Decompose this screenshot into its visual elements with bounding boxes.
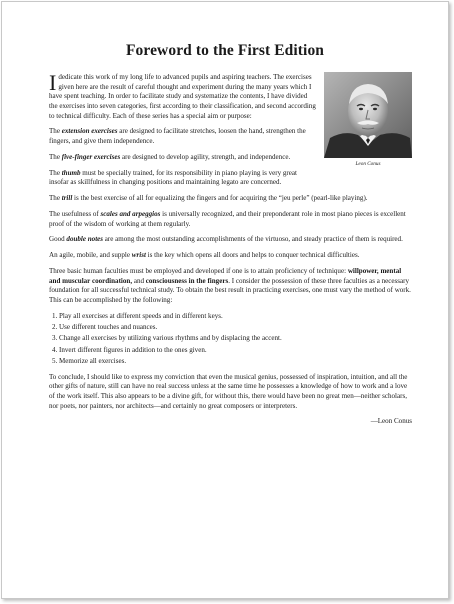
category-post: are designed to facilitate stretches, loosen the hand, strengthen the fingers, and give them independence. [49, 127, 306, 146]
category-term: five-finger exercises [61, 152, 121, 161]
category-term: thumb [61, 168, 81, 177]
category-pre: The [49, 127, 62, 136]
page-title: Foreword to the First Edition [125, 42, 325, 59]
category-post: is the best exercise of all for equalizing the fingers and for acquiring the “jeu perle” (pearl-like playing). [72, 194, 368, 203]
category-term: extension exercises [61, 127, 118, 136]
category-post: are designed to develop agility, strength, and independence. [120, 152, 291, 161]
category-thumb [49, 169, 412, 188]
category-double-notes [49, 235, 412, 245]
category-scales [49, 210, 412, 229]
category-pre: An agile, mobile, and supple [49, 251, 132, 260]
faculties-mid: and [132, 276, 146, 285]
category-post: is universally recognized, and their preponderant role in most piano pieces is excellent proof of the wisdom of working at them regularly. [49, 209, 406, 228]
drop-cap: I [49, 70, 57, 95]
portrait-photo [324, 72, 412, 158]
conclusion-paragraph: To conclude, I should like to express my conviction that even the musical genius, possessed of inspiration, intuition, and all the other gifts of nature, still can have no real success unless at the same time he possesses a knowledge of how to work and a love of the work itself. This also appears to be a divine gift, for without this, there would have been no great men—neither scholars, nor poets, nor painters, nor architects—and certainly no great composers or interpreters. [49, 372, 408, 410]
category-term: scales and arpeggios [100, 209, 161, 218]
category-pre: The [49, 168, 62, 177]
category-term: double notes [66, 235, 104, 244]
portrait-caption: Leon Conus [355, 161, 381, 167]
faculties-paragraph [49, 267, 412, 306]
portrait-figure [324, 72, 412, 168]
list-item: 4. Invert different figures in addition to the ones given. [59, 346, 412, 356]
category-post: are among the most outstanding accomplishments of the virtuoso, and steady practice of them is required. [103, 235, 403, 244]
category-term: wrist [131, 251, 146, 260]
list-item: 2. Use different touches and nuances. [59, 323, 412, 333]
category-post: must be specially trained, for its responsibility in piano playing is very great insofar as skillfulness in changing positions and maintaining legato are concerned. [49, 168, 297, 187]
intro-text: dedicate this work of my long life to advanced pupils and aspiring teachers. The exercises given here are the result of careful thought and experiment during the many years which I have spent teaching. In order to facilitate study and systematize the contents, I have divided the exercises into seven categories, first according to their classification, and second according to technical difficulty. Each of these series has a special aim or purpose: [49, 73, 316, 120]
signature: —Leon Conus [370, 417, 412, 426]
faculties-bold-1: willpower, mental and muscular coordination, [49, 267, 402, 285]
list-item: 5. Memorize all exercises. [59, 357, 412, 367]
faculties-bold-2: consciousness in the fingers [145, 276, 229, 285]
list-item: 1. Play all exercises at different speeds and in different keys. [59, 312, 412, 322]
category-wrist [49, 251, 412, 261]
category-pre: The usefulness of [49, 209, 101, 218]
document-page [1, 1, 449, 599]
category-pre: The [49, 194, 62, 203]
methods-list [49, 312, 412, 367]
category-pre: The [49, 152, 62, 161]
faculties-pre: Three basic human faculties must be employed and developed if one is to attain proficiency of technique: [49, 267, 348, 276]
category-term: trill [61, 194, 73, 203]
faculties-post: . I consider the possession of these three faculties as a necessary foundation for all successful technical study. To obtain the best result in practicing exercises, one must vary the method of work. This can be accomplished by the following: [49, 276, 411, 305]
category-trill [49, 194, 412, 204]
foreword-body [49, 70, 412, 433]
category-pre: Good [49, 235, 67, 244]
category-post: is the key which opens all doors and helps to conquer technical difficulties. [145, 251, 360, 260]
list-item: 3. Change all exercises by utilizing various rhythms and by displacing the accent. [59, 334, 412, 344]
